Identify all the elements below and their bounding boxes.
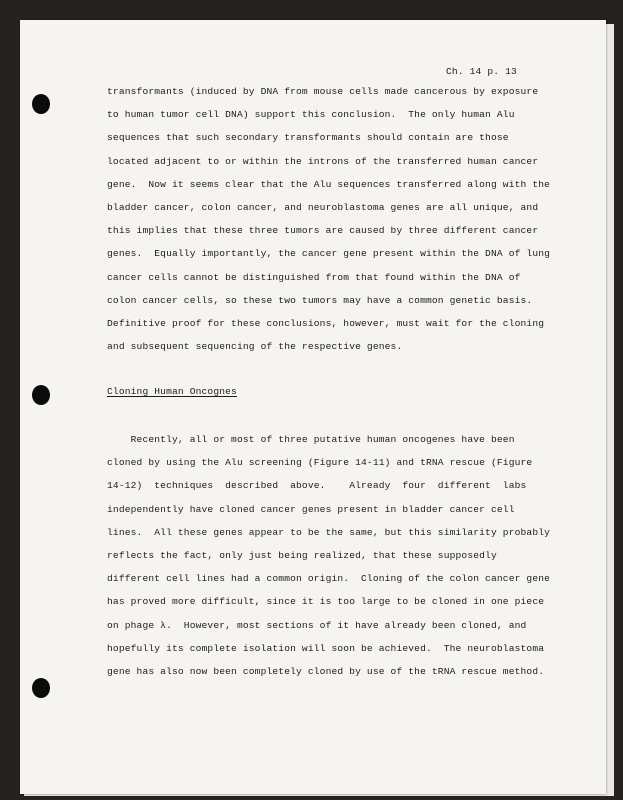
text-line: Recently, all or most of three putative human oncogenes have been <box>107 434 515 445</box>
binder-hole-middle <box>32 385 50 405</box>
text-line: Definitive proof for these conclusions, however, must wait for the cloning <box>107 317 545 329</box>
text-line: different cell lines had a common origin. Cloning of the colon cancer gene <box>107 573 551 585</box>
text-line: lines. All these genes appear to be the same, but this similarity probably <box>107 526 551 538</box>
text-line: sequences that such secondary transformants should contain are those <box>107 132 509 144</box>
text-line: independently have cloned cancer genes present in bladder cancer cell <box>107 503 515 515</box>
text-line: has proved more difficult, since it is too large to be cloned in one piece <box>107 596 545 608</box>
text-line: 14-12) techniques described above. Already four different labs <box>107 480 527 492</box>
section-heading: Cloning Human Oncognes <box>107 386 237 397</box>
paragraph-1 <box>107 86 550 364</box>
text-line: reflects the fact, only just being realized, that these supposedly <box>107 549 497 561</box>
text-line: cancer cells cannot be distinguished from that found within the DNA of <box>107 271 521 283</box>
text-line: this implies that these three tumors are caused by three different cancer <box>107 225 539 237</box>
text-line: on phage λ. However, most sections of it have already been cloned, and <box>107 619 527 631</box>
page-header: Ch. 14 p. 13 <box>446 66 517 77</box>
text-line: bladder cancer, colon cancer, and neuroblastoma genes are all unique, and <box>107 201 539 213</box>
binder-hole-bottom <box>32 678 50 698</box>
binder-hole-top <box>32 94 50 114</box>
text-line: colon cancer cells, so these two tumors may have a common genetic basis. <box>107 294 533 306</box>
text-line: cloned by using the Alu screening (Figure 14-11) and tRNA rescue (Figure <box>107 457 533 469</box>
text-line: hopefully its complete isolation will soon be achieved. The neuroblastoma <box>107 642 545 654</box>
paragraph-2 <box>107 434 550 689</box>
text-line: gene. Now it seems clear that the Alu sequences transferred along with the <box>107 178 551 190</box>
text-line: to human tumor cell DNA) support this conclusion. The only human Alu <box>107 109 515 121</box>
text-line: located adjacent to or within the introns of the transferred human cancer <box>107 155 539 167</box>
text-line: transformants (induced by DNA from mouse cells made cancerous by exposure <box>107 86 539 97</box>
text-line: genes. Equally importantly, the cancer gene present within the DNA of lung <box>107 248 551 260</box>
text-line: and subsequent sequencing of the respective genes. <box>107 341 403 353</box>
text-line: gene has also now been completely cloned by use of the tRNA rescue method. <box>107 665 545 677</box>
